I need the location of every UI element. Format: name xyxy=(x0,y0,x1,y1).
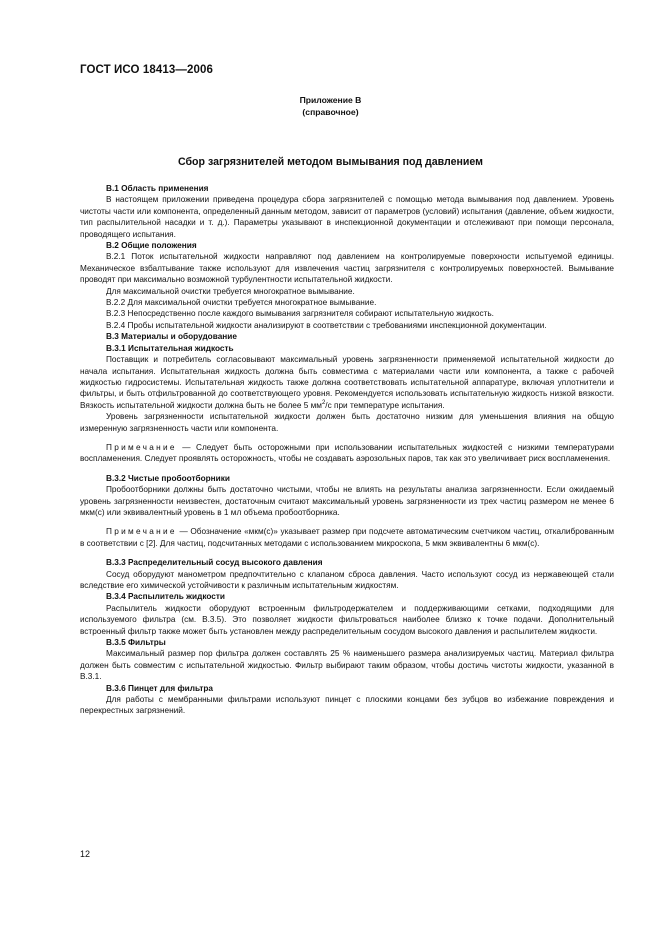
subsection-heading-b3-4: В.3.4 Распылитель жидкости xyxy=(106,592,225,602)
subsection-heading-b3-5: В.3.5 Фильтры xyxy=(106,638,166,648)
subsection-heading-b3-3: В.3.3 Распределительный сосуд высокого давления xyxy=(106,558,323,568)
superscript: 2 xyxy=(321,399,326,406)
document-header: ГОСТ ИСО 18413—2006 xyxy=(80,64,213,76)
note-1 xyxy=(80,442,614,465)
paragraph-b3-1-text: Поставщик и потребитель согласовывают максимальный уровень загрязненности применяемой испытательной жидкости до начала испытания. Испытательная жидкость должна быть совместима с материалами части или компонента, а также с рабочей жидкостью гидросистемы. Испытательная жидкость также должна соответствовать испытательной аппаратуре, включая уплотнители и фильтры, и быть отфильтрованной до соответствующего уровня. Рекомендуется использовать испытательную жидкость низкой вязкости. Вязкость испытательной жидкости должна быть не более 5 мм xyxy=(80,355,614,410)
paragraph-b2-3: В.2.3 Непосредственно после каждого вымывания загрязнителя собирают испытательную жидкость. xyxy=(106,309,494,319)
paragraph-b2-2: В.2.2 Для максимальной очистки требуется многократное вымывание. xyxy=(106,298,377,308)
paragraph-b2-4: В.2.4 Пробы испытательной жидкости анализируют в соответствии с требованиями инспекционной документации. xyxy=(106,320,547,330)
paragraph-b3-2: Пробоотборники должны быть достаточно чистыми, чтобы не влиять на результаты анализа загрязненности. Если ожидаемый уровень загрязненности неизвестен, достаточным считают максимальный уровень загрязненности из трех частиц размером не менее 6 мкм(с) или эквивалентный уровень в 1 мл объема пробоотборника. xyxy=(80,485,614,517)
paragraph-b1: В настоящем приложении приведена процедура сбора загрязнителей с помощью метода вымывания под давлением. Уровень чистоты части или компонента, определенный данным методом, зависит от параметров (условий) испытания (давление, объем жидкости, тип распылительной насадки и т. д.). Параметры указывают в инспекционной документации и отслеживают при помощи персонала, проводящего испытания. xyxy=(80,195,614,239)
body-text xyxy=(80,183,614,717)
paragraph-b3-6: Для работы с мембранными фильтрами используют пинцет с плоскими концами без зубцов во избежание повреждения и перекрестных загрязнений. xyxy=(80,695,614,716)
note-text: — Обозначение «мкм(с)» указывает размер при подсчете автоматическим счетчиком частиц, откалиброванным в соответствии с [2]. Для частиц, подсчитанных методами с использованием микроскопа, 5 мкм эквивалентны 6 мкм(с). xyxy=(80,527,614,548)
note-label: Примечание xyxy=(106,527,177,537)
subsection-heading-b3-6: В.3.6 Пинцет для фильтра xyxy=(106,683,214,693)
subsection-heading-b3-2: В.3.2 Чистые пробоотборники xyxy=(106,473,230,483)
paragraph-b2-1: В.2.1 Поток испытательной жидкости направляют под давлением на контролируемые поверхности испытуемой единицы. Механическое взбалтывание также используют для извлечения частиц загрязнителя с контролируемых поверхностей. Вымывание проводят при максимально возможной турбулентности испытательной жидкости. xyxy=(80,252,614,285)
paragraph-b2-1-note: Для максимальной очистки требуется многократное вымывание. xyxy=(106,286,355,296)
paragraph-b3-1-2: Уровень загрязненности испытательной жидкости должен быть достаточно низким для уменьшения влияния на общую измеренную загрязненность части или компонента. xyxy=(80,412,614,433)
section-heading-b1: В.1 Область применения xyxy=(106,184,209,193)
note-text: — Следует быть осторожными при использовании испытательных жидкостей с низкими температурами воспламенения. Следует проявлять осторожность, чтобы не создавать аэрозольных паров, так как это увеличивает риск воспламенения. xyxy=(80,442,615,464)
paragraph-b3-4: Распылитель жидкости оборудуют встроенным фильтродержателем и поддерживающими сетками, подходящими для используемого фильтра (см. В.3.5). Это позволяет жидкости фильтроваться наиболее близко к точке подачи. Дополнительный встроенный фильтр также может быть установлен между распределительным сосудом высокого давления и распылителем жидкости. xyxy=(80,603,614,636)
appendix-subtitle: (справочное) xyxy=(302,107,359,117)
subsection-heading-b3-1: В.3.1 Испытательная жидкость xyxy=(106,343,234,353)
main-title: Сбор загрязнителей методом вымывания под давлением xyxy=(178,156,483,168)
note-2 xyxy=(80,526,614,549)
paragraph-b3-1 xyxy=(80,354,614,411)
section-heading-b2: В.2 Общие положения xyxy=(106,241,197,251)
appendix-title: Приложение В xyxy=(299,95,362,105)
note-label: Примечание xyxy=(106,442,177,452)
section-heading-b3: В.3 Материалы и оборудование xyxy=(106,332,237,342)
paragraph-b3-1-text-end: /с при температуре испытания. xyxy=(325,400,445,410)
page-number: 12 xyxy=(80,849,91,859)
paragraph-b3-3: Сосуд оборудуют манометром предпочтительно с клапаном сброса давления. Часто используют сосуд из нержавеющей стали вследствие его химической устойчивости к различным испытательным жидкостям. xyxy=(80,569,614,590)
paragraph-b3-5: Максимальный размер пор фильтра должен составлять 25 % наименьшего размера анализируемых частиц. Материал фильтра должен быть совместим с испытательной жидкостью. Фильтр выбирают таким образом, чтобы достичь чистоты жидкости, указанной в В.3.1. xyxy=(80,649,614,682)
